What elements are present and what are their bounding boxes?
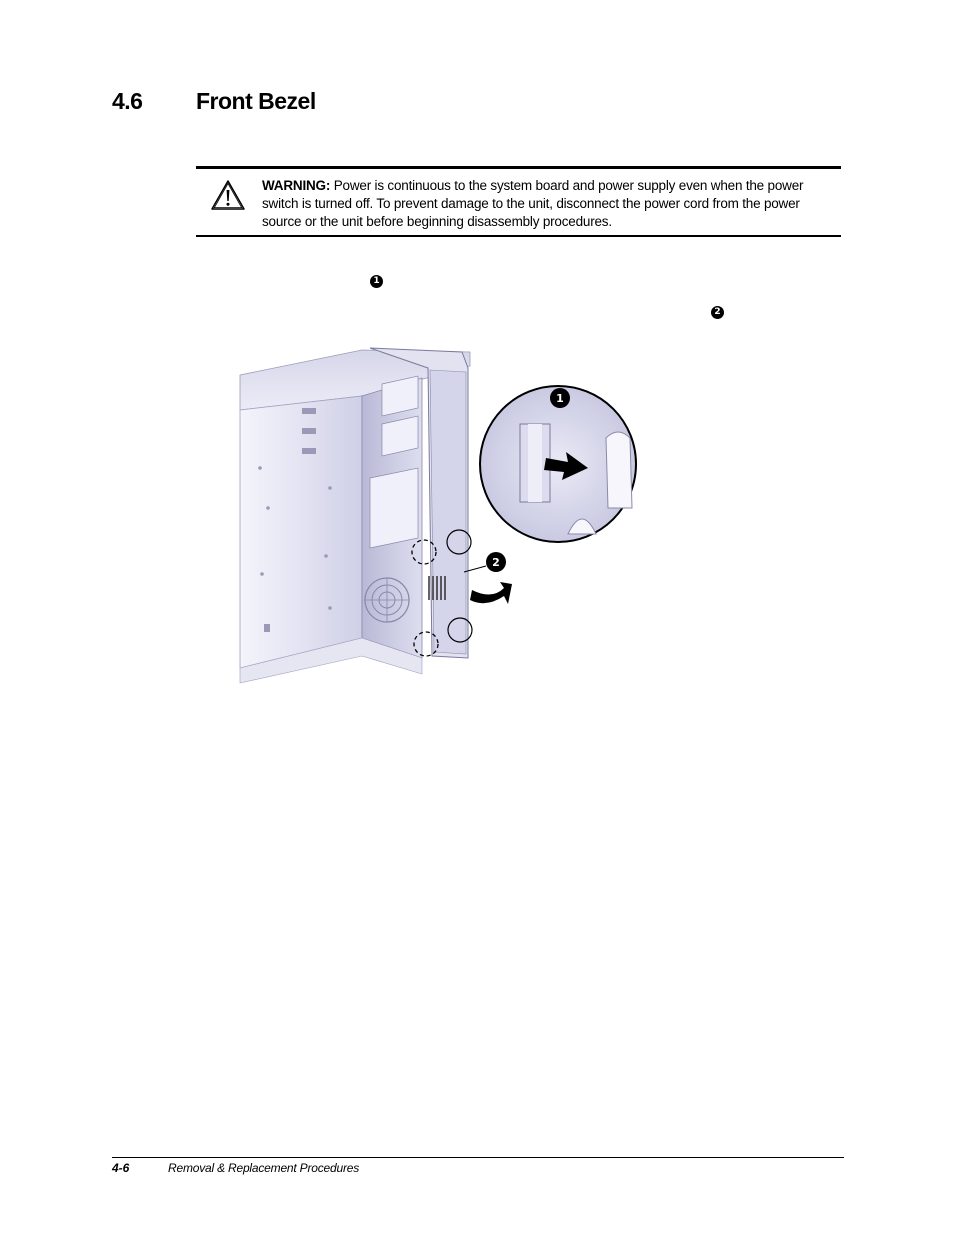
front-bezel-removal-illustration	[222, 338, 642, 684]
warning-triangle-icon	[210, 179, 246, 211]
footer-page-number: 4-6	[112, 1161, 130, 1175]
figure-callout-1: 1	[556, 392, 564, 405]
warning-text	[262, 177, 822, 231]
warning-body: Power is continuous to the system board and power supply even when the power switch is turned off. To prevent damage to the unit, disconnect the power cord from the power source or the unit before beginning disassembly procedures.	[262, 178, 804, 229]
figure-callout-2: 2	[492, 556, 500, 569]
step-callout-2: 2	[711, 306, 724, 319]
section-title: Front Bezel	[196, 88, 316, 114]
warning-label: WARNING:	[262, 178, 331, 193]
warning-box	[196, 166, 841, 237]
footer-rule	[112, 1157, 844, 1158]
step-callout-1: 1	[370, 275, 383, 288]
section-number: 4.6	[112, 88, 143, 114]
footer-chapter-title: Removal & Replacement Procedures	[168, 1161, 360, 1175]
